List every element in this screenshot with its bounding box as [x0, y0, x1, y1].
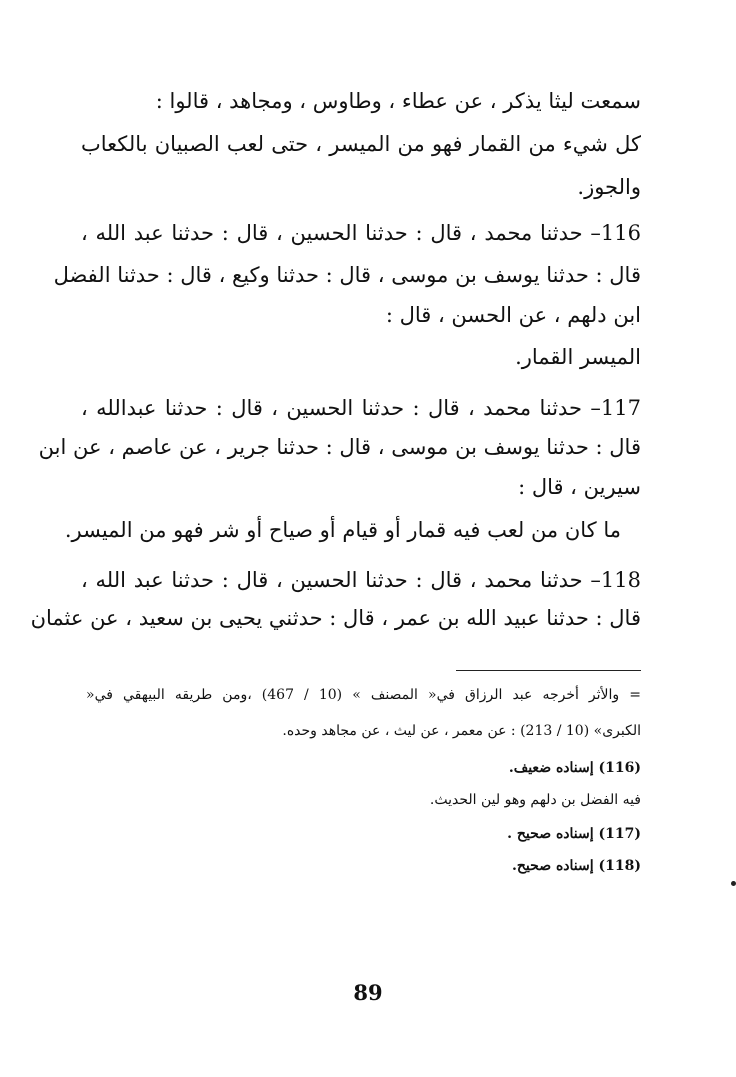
text-line: ابن دلهم ، عن الحسن ، قال :	[385, 303, 641, 327]
text-line: قال : حدثنا عبيد الله بن عمر ، قال : حدثني يحيى بن سعيد ، عن عثمان	[30, 606, 641, 630]
footnote-line: (116) إسناده ضعيف.	[508, 760, 641, 776]
footnote-line: (117) إسناده صحيح .	[507, 826, 641, 842]
page-number: 89	[353, 980, 383, 1005]
text-line: الميسر القمار.	[515, 345, 641, 369]
scan-mark	[731, 881, 736, 886]
hadith-118-line: 118– حدثنا محمد ، قال : حدثنا الحسين ، قال : حدثنا عبد الله ،	[81, 568, 641, 592]
text-line: قال : حدثنا يوسف بن موسى ، قال : حدثنا جرير ، عن عاصم ، عن ابن	[38, 435, 641, 459]
text-line: سيرين ، قال :	[518, 475, 641, 499]
footnote-divider	[456, 670, 641, 671]
text-line: ما كان من لعب فيه قمار أو قيام أو صياح أو شر فهو من الميسر.	[64, 518, 621, 542]
text-line: سمعت ليثا يذكر ، عن عطاء ، وطاوس ، ومجاهد ، قالوا :	[155, 89, 641, 113]
footnote-line: فيه الفضل بن دلهم وهو لين الحديث.	[429, 792, 641, 808]
footnote-line: (118) إسناده صحيح.	[512, 858, 641, 874]
footnote-line: = والأثر أخرجه عبد الرزاق في« المصنف » (10 / 467) ،ومن طريقه البيهقي في«	[86, 687, 641, 703]
text-line: كل شيء من القمار فهو من الميسر ، حتى لعب الصبيان بالكعاب	[81, 132, 641, 156]
hadith-117-line: 117– حدثنا محمد ، قال : حدثنا الحسين ، قال : حدثنا عبدالله ،	[81, 396, 641, 420]
hadith-116-line: 116– حدثنا محمد ، قال : حدثنا الحسين ، قال : حدثنا عبد الله ،	[81, 221, 641, 245]
text-line: والجوز.	[577, 175, 641, 199]
text-line: قال : حدثنا يوسف بن موسى ، قال : حدثنا وكيع ، قال : حدثنا الفضل	[53, 263, 641, 287]
footnote-line: الكبرى» (10 / 213) : عن معمر ، عن ليث ، عن مجاهد وحده.	[282, 723, 641, 739]
